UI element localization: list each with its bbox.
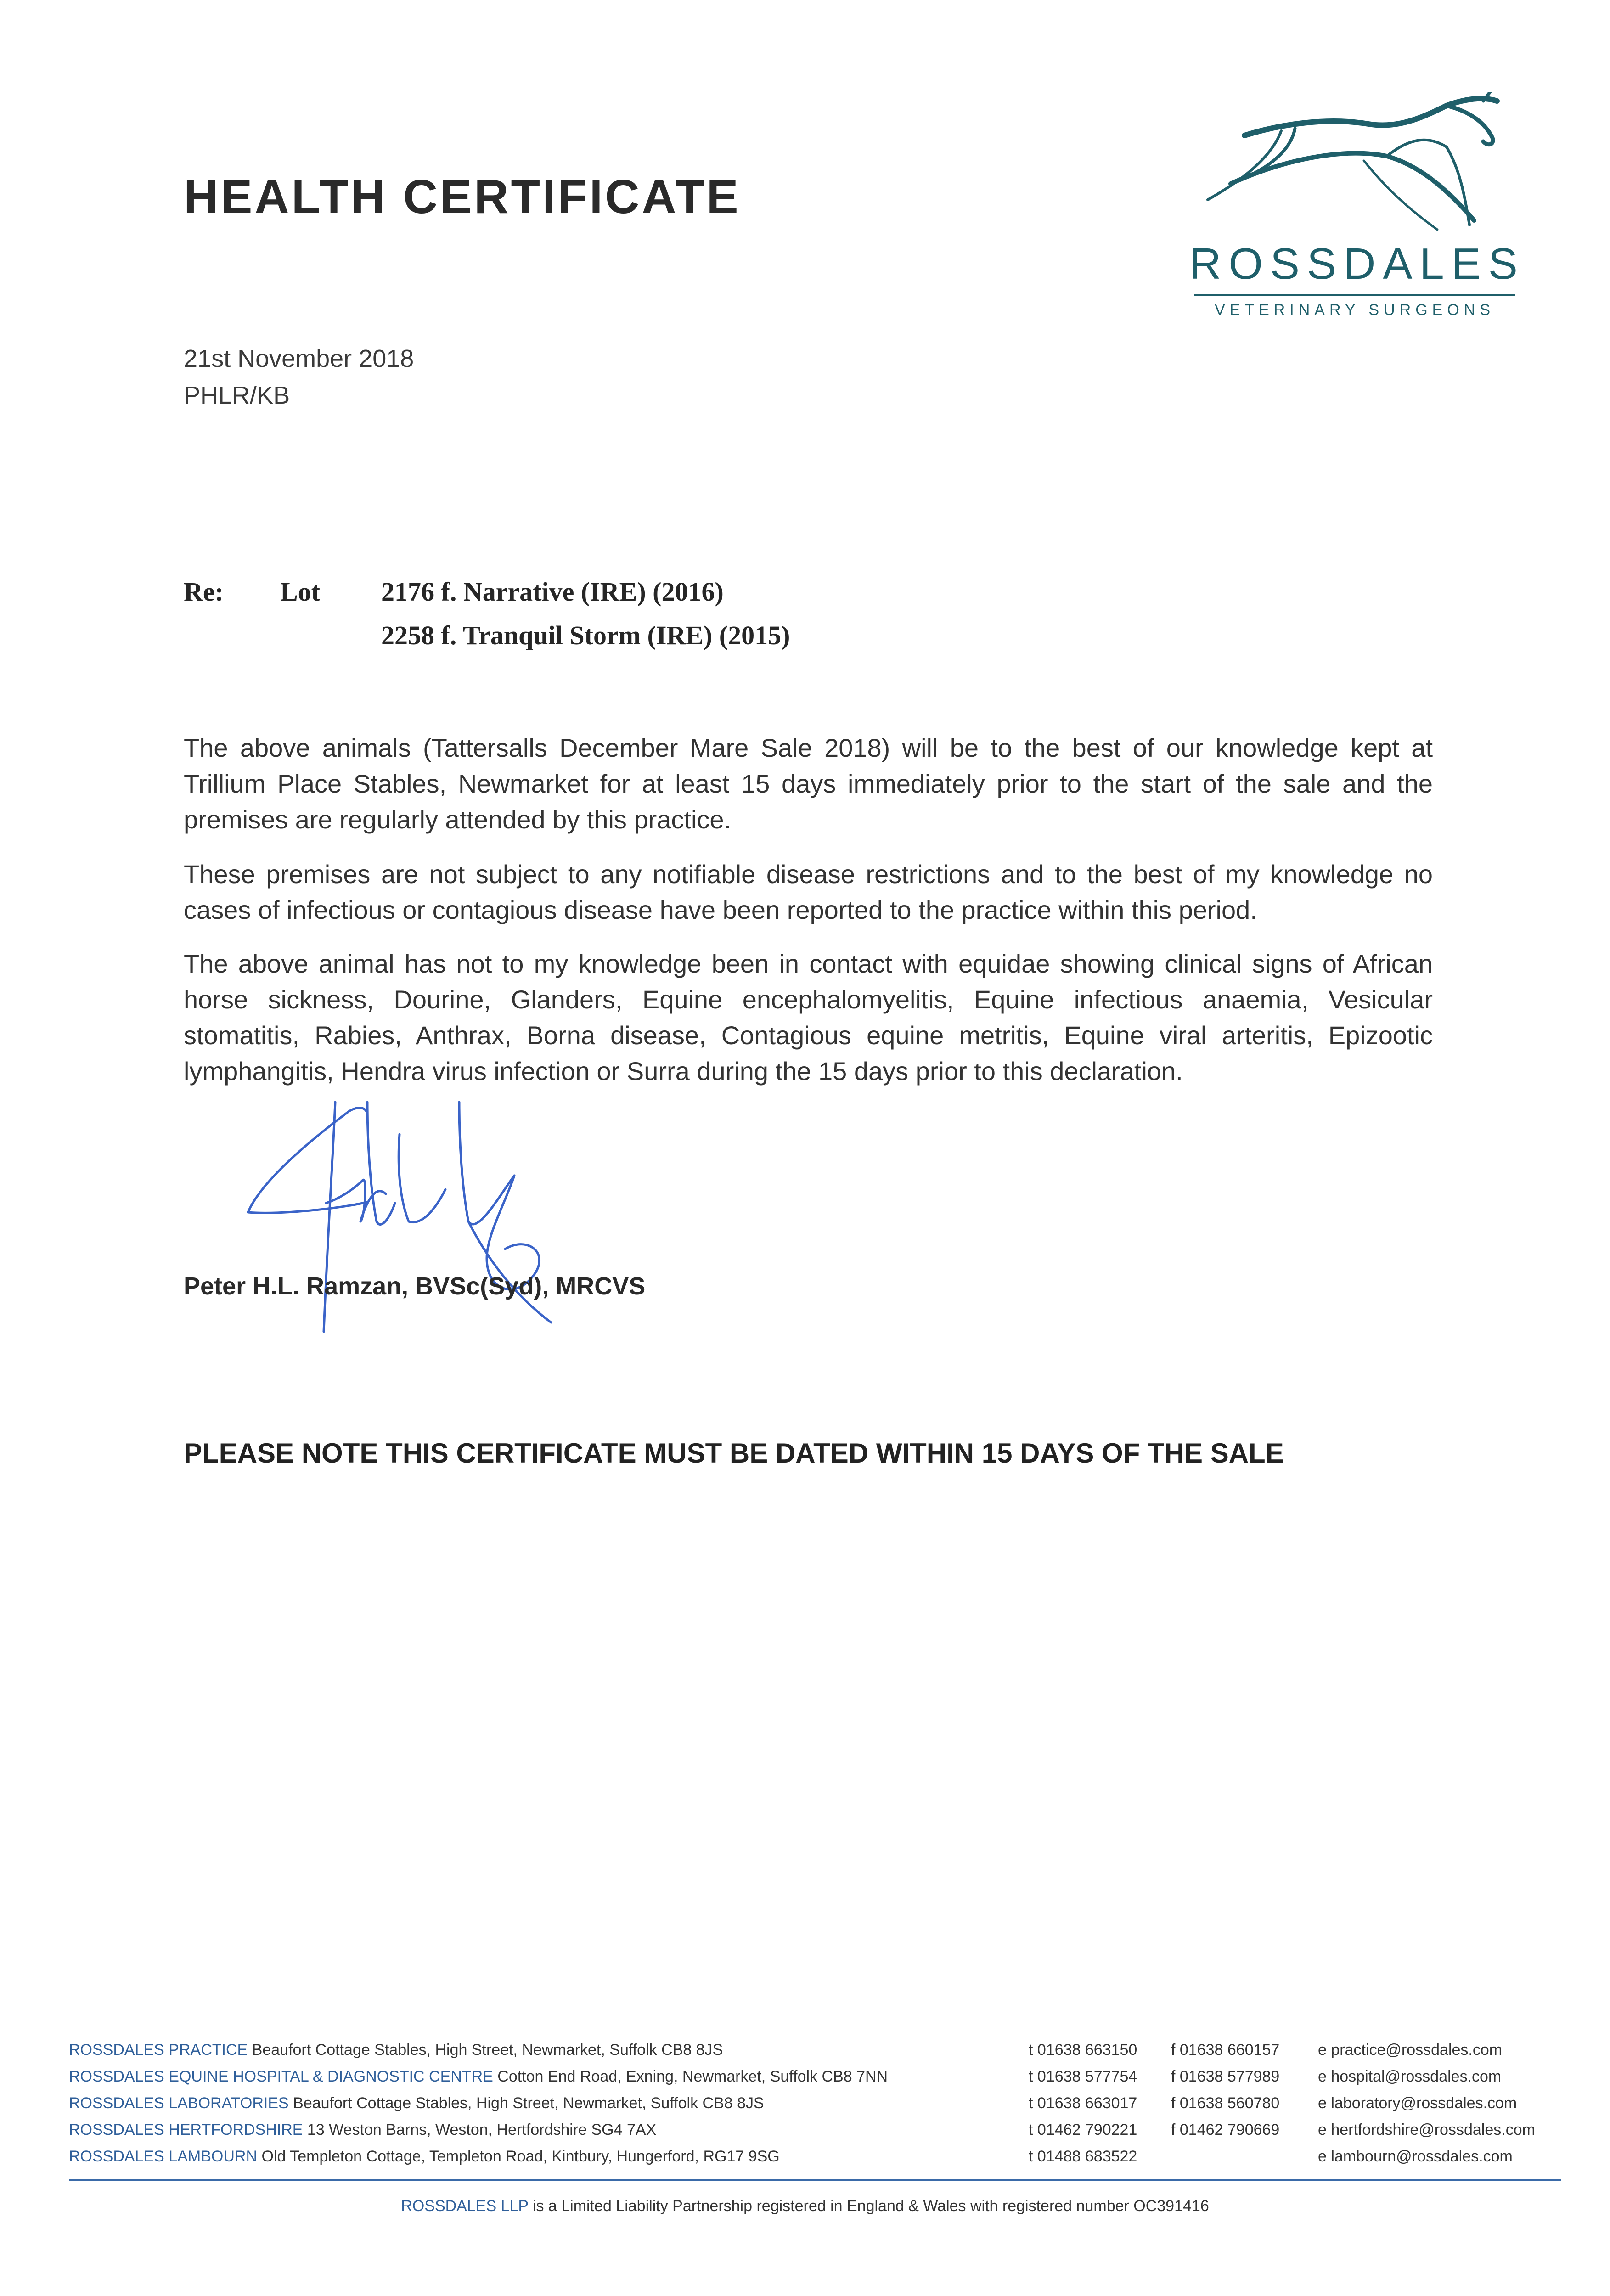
footer-tel: t 01638 663150 (1029, 2041, 1137, 2059)
footer-email: e laboratory@rossdales.com (1318, 2094, 1517, 2112)
legal-notice (0, 2197, 1610, 2215)
lot-line-1: 2176 f. Narrative (IRE) (2016) (381, 577, 724, 607)
footer-row (69, 2148, 1561, 2174)
rossdales-logo (1189, 92, 1525, 331)
document-title: HEALTH CERTIFICATE (184, 170, 741, 224)
footer-contacts (69, 2041, 1561, 2174)
signer-name: Peter H.L. Ramzan, BVSc(Syd), MRCVS (184, 1272, 646, 1300)
letter-reference: PHLR/KB (184, 382, 290, 409)
logo-subtitle: VETERINARY SURGEONS (1214, 301, 1495, 319)
legal-text: is a Limited Liability Partnership registered in England & Wales with registered number OC391416 (532, 2197, 1209, 2215)
footer-address: Cotton End Road, Exning, Newmarket, Suffolk CB8 7NN (497, 2068, 888, 2085)
certificate-note: PLEASE NOTE THIS CERTIFICATE MUST BE DATED WITHIN 15 DAYS OF THE SALE (184, 1438, 1284, 1469)
logo-wordmark: ROSSDALES (1189, 239, 1525, 288)
footer-row (69, 2094, 1561, 2121)
footer-org-name: ROSSDALES EQUINE HOSPITAL & DIAGNOSTIC CENTRE (69, 2068, 493, 2085)
footer-tel: t 01462 790221 (1029, 2121, 1137, 2138)
footer-fax: f 01638 660157 (1171, 2041, 1280, 2059)
footer-row (69, 2121, 1561, 2148)
body-paragraph-1: The above animals (Tattersalls December Mare Sale 2018) will be to the best of our knowledge kept at Trillium Place Stables, Newmarket for at least 15 days immediately prior to the start of the sale and the premises are regularly attended by this practice. (184, 733, 1433, 834)
footer-fax: f 01462 790669 (1171, 2121, 1280, 2138)
lot-label: Lot (280, 577, 320, 607)
footer-email: e practice@rossdales.com (1318, 2041, 1503, 2059)
footer-tel: t 01488 683522 (1029, 2148, 1137, 2165)
footer-divider (69, 2179, 1561, 2181)
handwritten-signature (230, 1084, 689, 1341)
footer-email: e lambourn@rossdales.com (1318, 2148, 1513, 2165)
logo-divider (1194, 294, 1515, 296)
footer-tel: t 01638 577754 (1029, 2068, 1137, 2085)
letter-date: 21st November 2018 (184, 345, 414, 372)
footer-tel: t 01638 663017 (1029, 2094, 1137, 2112)
footer-org-name: ROSSDALES PRACTICE (69, 2041, 248, 2059)
footer-email: e hospital@rossdales.com (1318, 2068, 1502, 2085)
footer-email: e hertfordshire@rossdales.com (1318, 2121, 1535, 2138)
body-paragraph-2: These premises are not subject to any notifiable disease restrictions and to the best of my knowledge no cases of infectious or contagious disease have been reported to the practice within this period. (184, 860, 1433, 924)
legal-company-name: ROSSDALES LLP (401, 2197, 529, 2215)
footer-fax: f 01638 577989 (1171, 2068, 1280, 2085)
re-label: Re: (184, 577, 224, 607)
footer-org-name: ROSSDALES HERTFORDSHIRE (69, 2121, 303, 2138)
footer-address: Old Templeton Cottage, Templeton Road, Kintbury, Hungerford, RG17 9SG (261, 2148, 780, 2165)
footer-org-name: ROSSDALES LABORATORIES (69, 2094, 289, 2112)
footer-row (69, 2041, 1561, 2068)
horse-logo-icon (1189, 92, 1520, 243)
footer-address: Beaufort Cottage Stables, High Street, Newmarket, Suffolk CB8 8JS (293, 2094, 764, 2112)
body-paragraph-3: The above animal has not to my knowledge been in contact with equidae showing clinical signs of African horse sickness, Dourine, Glanders, Equine encephalomyelitis, Equine infectious anaemia, Vesicular stomatitis, Rabies, Anthrax, Borna disease, Contagious equine metritis, Equine viral arteritis, Epizootic lymphangitis, Hendra virus infection or Surra during the 15 days prior to this declaration. (184, 949, 1433, 1086)
footer-row (69, 2068, 1561, 2094)
footer-address: Beaufort Cottage Stables, High Street, Newmarket, Suffolk CB8 8JS (252, 2041, 723, 2059)
footer-fax: f 01638 560780 (1171, 2094, 1280, 2112)
lot-line-2: 2258 f. Tranquil Storm (IRE) (2015) (381, 620, 790, 650)
footer-org-name: ROSSDALES LAMBOURN (69, 2148, 257, 2165)
footer-address: 13 Weston Barns, Weston, Hertfordshire SG4 7AX (307, 2121, 657, 2138)
